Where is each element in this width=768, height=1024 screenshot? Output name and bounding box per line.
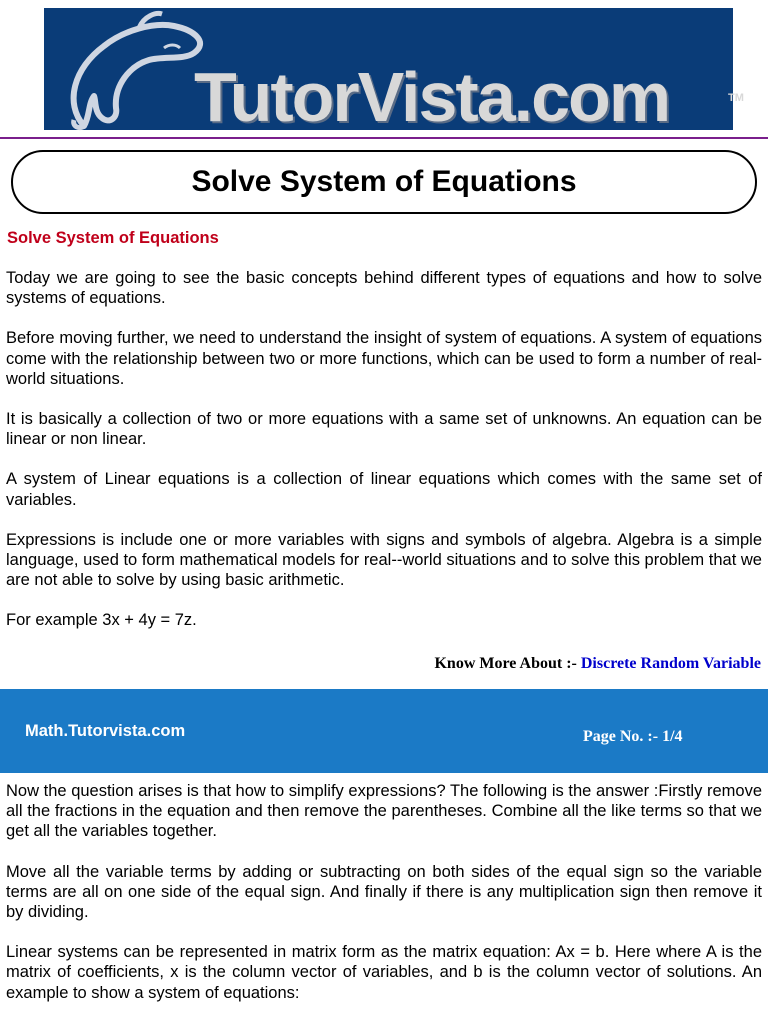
know-more-label: Know More About :- [434,655,581,672]
page-footer-bar [0,689,768,773]
paragraph: Today we are going to see the basic concepts behind different types of equations and how to solve systems of equations. [6,269,762,308]
paragraph: Expressions is include one or more variables with signs and symbols of algebra. Algebra is a simple language, used to form mathematical models for real--world situations and to solve this problem that we are not able to solve by using basic arithmetic. [6,530,762,590]
intro-content [6,268,762,651]
paragraph: For example 3x + 4y = 7z. [6,611,197,630]
tutorvista-banner [44,8,744,136]
know-more-link[interactable]: Discrete Random Variable [580,655,761,672]
paragraph: Linear systems can be represented in matrix form as the matrix equation: Ax = b. Here where A is the matrix of coefficients, x is the column vector of variables, and b is the column vector of solutions. An example to show a system of equations: [6,943,762,1002]
paragraph: Move all the variable terms by adding or subtracting on both sides of the equal sign so the variable terms are all on one side of the equal sign. And finally if there is any multiplication sign then remove it by dividing. [6,862,762,922]
footer-site-name: Math.Tutorvista.com [25,722,186,740]
page-title: Solve System of Equations [191,165,577,198]
trademark-mark: TM [728,92,744,104]
know-more-line [434,655,761,673]
section-heading: Solve System of Equations [7,229,219,247]
logo-text: TutorVista.com [194,58,670,136]
paragraph: Now the question arises is that how to simplify expressions? The following is the answer :Firstly remove all the fractions in the equation and then remove the parentheses. Combine all the like terms so that we get all the variables together. [6,782,762,841]
body-content [6,781,762,1023]
paragraph: Before moving further, we need to understand the insight of system of equations. A system of equations come with the relationship between two or more functions, which can be used to form a number of real-world situations. [6,329,762,388]
title-box [11,150,757,214]
paragraph: It is basically a collection of two or more equations with a same set of unknowns. An equation can be linear or non linear. [6,410,762,449]
page-number: Page No. :- 1/4 [583,728,683,745]
paragraph: A system of Linear equations is a collection of linear equations which comes with the same set of variables. [6,470,762,509]
header-divider [0,137,768,139]
